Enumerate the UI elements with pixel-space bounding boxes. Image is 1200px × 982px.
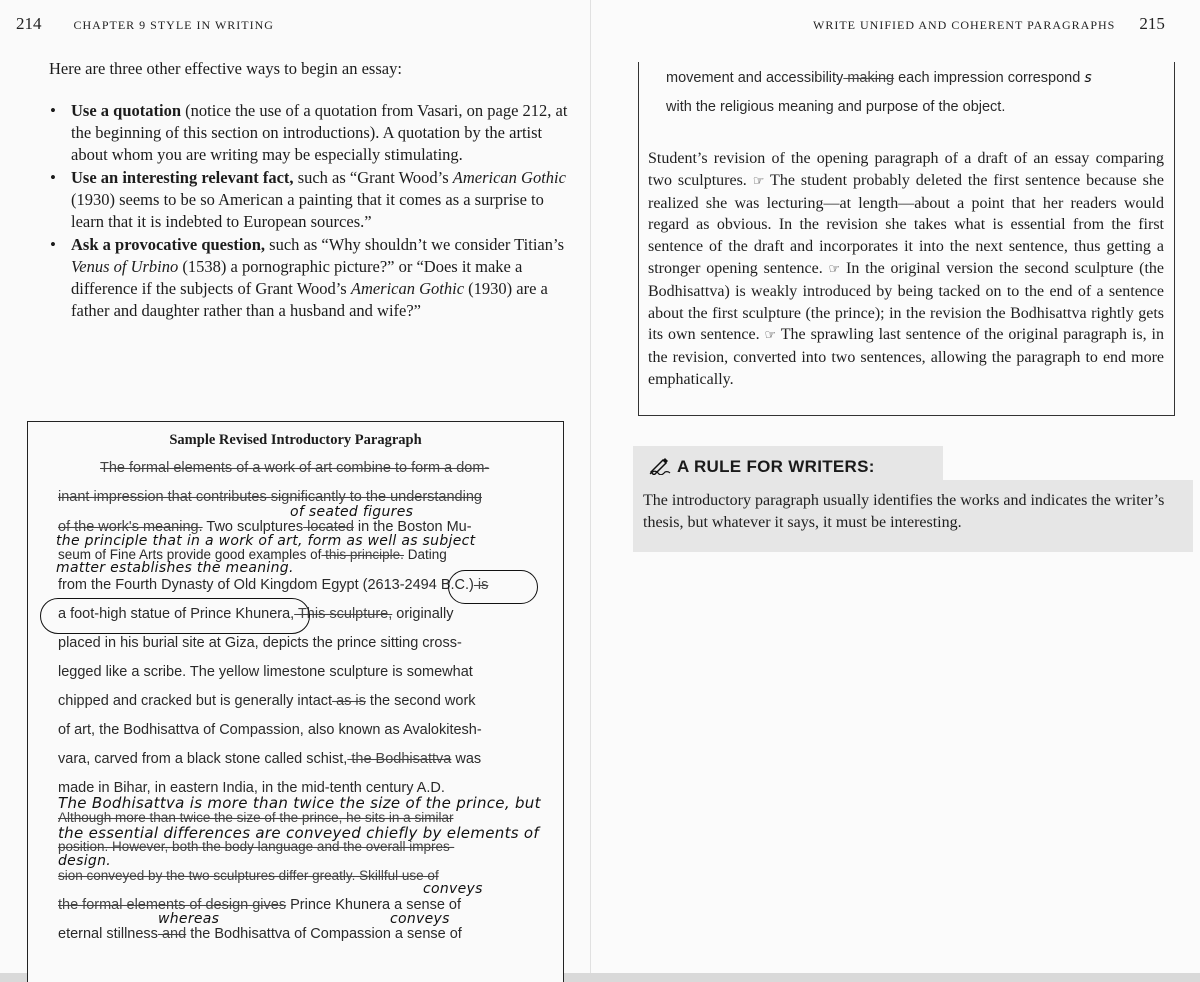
list-item	[50, 167, 570, 233]
manuscript-line: of art, the Bodhisattva of Compassion, also known as Avalokitesh-	[58, 722, 482, 738]
intro-sentence: Here are three other effective ways to begin an essay:	[49, 59, 402, 78]
manuscript-line: from the Fourth Dynasty of Old Kingdom Egypt (2613-2494 B.C.) is	[58, 577, 489, 593]
sample-paragraph-box-continued	[638, 62, 1175, 416]
pointing-hand-icon: ☞	[752, 173, 765, 189]
bullet-text: (notice the use of a quotation from Vasari, on page 212, at the beginning of this section on introductions). A quotation by the artist about whom you are writing may be especially stimulating.	[71, 101, 568, 164]
bullet-text: (1930) seems to be so American a painting that it comes as a surprise to learn that it is indebted to European sources.”	[71, 190, 544, 231]
page-number-right: 215	[1139, 14, 1165, 33]
handwritten-insert: the principle that in a work of art, form as well as subject	[56, 533, 476, 549]
chapter-title: CHAPTER 9 STYLE IN WRITING	[73, 18, 274, 32]
list-item	[50, 234, 570, 322]
manuscript-line: eternal stillness and the Bodhisattva of Compassion a sense of	[58, 926, 462, 942]
handwritten-insert: whereas	[158, 911, 220, 927]
handwritten-insert: design.	[58, 853, 111, 869]
pointing-hand-icon: ☞	[828, 261, 841, 277]
section-title: WRITE UNIFIED AND COHERENT PARAGRAPHS	[813, 18, 1116, 32]
manuscript-line: legged like a scribe. The yellow limestone sculpture is somewhat	[58, 664, 473, 680]
manuscript-line: a foot-high statue of Prince Khunera, This sculpture, originally	[58, 606, 454, 622]
handwritten-insert: of seated figures	[290, 504, 414, 520]
manuscript-line: placed in his burial site at Giza, depicts the prince sitting cross-	[58, 635, 462, 651]
bullet-lead: Ask a provocative question,	[71, 235, 266, 254]
manuscript-line: Although more than twice the size of the prince, he sits in a similar	[58, 810, 454, 825]
bullet-lead: Use an interesting relevant fact,	[71, 168, 294, 187]
manuscript-line: sion conveyed by the two sculptures differ greatly. Skillful use of	[58, 868, 439, 883]
manuscript-line: the formal elements of design gives Prince Khunera a sense of	[58, 897, 462, 913]
manuscript-line: chipped and cracked but is generally intact as is the second work	[58, 693, 476, 709]
handwritten-insert: the essential differences are conveyed chiefly by elements of	[58, 824, 539, 842]
artwork-title: Venus of Urbino	[71, 257, 179, 276]
list-item	[50, 100, 570, 166]
bullet-text: (1538) a pornographic picture?” or “Does it make a difference if the subjects of Grant Wood’s	[71, 257, 523, 298]
right-page	[590, 0, 1200, 973]
manuscript-line: with the religious meaning and purpose of the object.	[666, 99, 1006, 115]
manuscript-line: position. However, both the body language and the overall impres-	[58, 839, 455, 854]
rule-title: A RULE FOR WRITERS:	[649, 456, 875, 477]
manuscript-line: movement and accessibility making each impression correspond s	[666, 70, 1092, 86]
sample-paragraph-box	[27, 421, 564, 982]
running-head-left	[16, 14, 274, 34]
manuscript-line: made in Bihar, in eastern India, in the mid-tenth century A.D.	[58, 780, 445, 796]
manuscript-line: vara, carved from a black stone called schist, the Bodhisattva was	[58, 751, 482, 767]
manuscript-line: inant impression that contributes significantly to the understanding	[58, 489, 482, 505]
edit-loop	[448, 570, 538, 604]
manuscript-line: seum of Fine Arts provide good examples of this principle. Dating	[58, 547, 447, 562]
handwritten-insert: matter establishes the meaning.	[56, 560, 294, 576]
page-number-left: 214	[16, 14, 42, 33]
bullet-text: such as “Grant Wood’s	[293, 168, 453, 187]
handwritten-insert: conveys	[423, 881, 483, 897]
artwork-title: American Gothic	[452, 168, 566, 187]
edit-loop	[40, 598, 310, 634]
bullet-lead: Use a quotation	[71, 101, 182, 120]
artwork-title: American Gothic	[350, 279, 465, 298]
sample-title: Sample Revised Introductory Paragraph	[169, 432, 422, 448]
bullet-text: such as “Why shouldn’t we consider Titian’s	[265, 235, 565, 254]
bullet-text: (1930) are a father and daughter rather than a husband and wife?”	[71, 279, 548, 320]
left-page	[0, 0, 590, 973]
running-head-right	[813, 14, 1165, 34]
pen-writing-icon	[649, 456, 671, 477]
handwritten-insert: conveys	[390, 911, 450, 927]
manuscript-line: of the work's meaning. Two sculptures located in the Boston Mu-	[58, 519, 472, 535]
manuscript-line: The formal elements of a work of art combine to form a dom-	[100, 460, 490, 476]
strategy-list	[50, 100, 570, 323]
rule-text: The introductory paragraph usually identifies the works and indicates the writer’s thesis, but whatever it says, it must be interesting.	[643, 492, 1165, 531]
pointing-hand-icon: ☞	[764, 328, 777, 344]
revision-commentary: Student’s revision of the opening paragraph of a draft of an essay comparing two sculptures. ☞ The student probably deleted the first sentence because she realized she was lecturing—at length—about a point that her readers would regard as obvious. In the revision she takes what is essential from the first sentence of the draft and incorporates it into the next sentence, thus getting a stronger opening sentence. ☞ In the original version the second sculpture (the Bodhisattva) is weakly introduced by being tacked on to the end of a sentence about the first sculpture (the prince); in the revision the Bodhisattva rightly gets its own sentence. ☞ The sprawling last sentence of the original paragraph is, in the revision, converted into two sentences, allowing the paragraph to end more emphatically.	[648, 150, 1165, 388]
handwritten-insert: The Bodhisattva is more than twice the size of the prince, but	[58, 794, 541, 812]
